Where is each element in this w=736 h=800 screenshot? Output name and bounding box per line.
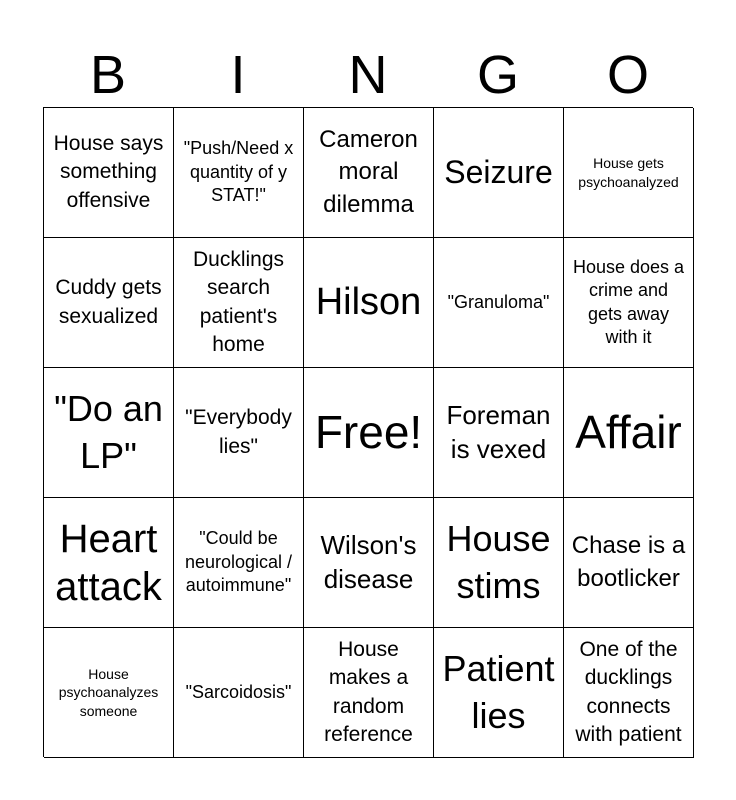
- cell-text: Affair: [575, 405, 682, 458]
- cell-text: "Could be neurological / autoimmune": [184, 528, 293, 596]
- bingo-cell[interactable]: [44, 628, 174, 758]
- cell-text: Free!: [314, 405, 423, 458]
- cell-text: House stims: [446, 518, 551, 606]
- cell-text: "Do an LP": [54, 388, 163, 476]
- header-letter-g: G: [476, 45, 519, 105]
- bingo-cell[interactable]: [174, 108, 304, 238]
- bingo-cell[interactable]: [434, 368, 564, 498]
- bingo-cell[interactable]: [174, 368, 304, 498]
- cell-text: House says something offensive: [53, 131, 164, 212]
- bingo-header: [43, 42, 693, 108]
- cell-text: Cameron moral dilemma: [319, 125, 418, 218]
- cell-text: House gets psychoanalyzed: [578, 155, 679, 190]
- bingo-cell[interactable]: [564, 368, 694, 498]
- cell-text: Patient lies: [442, 648, 555, 736]
- bingo-cell[interactable]: [564, 498, 694, 628]
- bingo-cell[interactable]: [304, 498, 434, 628]
- bingo-grid: [43, 107, 693, 757]
- cell-text: Seizure: [444, 154, 553, 191]
- cell-text: Heart attack: [55, 516, 162, 609]
- header-letter-i: I: [230, 45, 246, 105]
- bingo-cell free-space[interactable]: [304, 368, 434, 498]
- bingo-cell[interactable]: [174, 238, 304, 368]
- bingo-cell[interactable]: [434, 238, 564, 368]
- bingo-cell[interactable]: [44, 368, 174, 498]
- cell-text: House makes a random reference: [324, 637, 413, 746]
- bingo-cell[interactable]: [304, 108, 434, 238]
- cell-text: Hilson: [315, 280, 422, 323]
- bingo-cell[interactable]: [174, 628, 304, 758]
- bingo-cell[interactable]: [564, 238, 694, 368]
- bingo-cell[interactable]: [564, 628, 694, 758]
- cell-text: Foreman is vexed: [446, 399, 551, 464]
- bingo-cell[interactable]: [174, 498, 304, 628]
- cell-text: Wilson's disease: [320, 529, 417, 594]
- bingo-cell[interactable]: [44, 238, 174, 368]
- cell-text: "Granuloma": [447, 291, 550, 312]
- cell-text: House psychoanalyzes someone: [58, 666, 159, 719]
- cell-text: "Push/Need x quantity of y STAT!": [183, 138, 294, 206]
- bingo-cell[interactable]: [44, 108, 174, 238]
- cell-text: Cuddy gets sexualized: [55, 276, 162, 328]
- bingo-cell[interactable]: [304, 238, 434, 368]
- bingo-cell[interactable]: [434, 628, 564, 758]
- bingo-cell[interactable]: [304, 628, 434, 758]
- header-letter-n: N: [348, 45, 388, 105]
- header-letter-b: B: [89, 45, 127, 105]
- header-letter-o: O: [606, 45, 649, 105]
- bingo-cell[interactable]: [44, 498, 174, 628]
- bingo-cell[interactable]: [434, 108, 564, 238]
- bingo-cell[interactable]: [564, 108, 694, 238]
- cell-text: One of the ducklings connects with patient: [575, 637, 682, 746]
- cell-text: House does a crime and gets away with it: [572, 256, 685, 347]
- cell-text: Chase is a bootlicker: [571, 532, 686, 592]
- bingo-cell[interactable]: [434, 498, 564, 628]
- cell-text: Ducklings search patient's home: [192, 247, 285, 356]
- cell-text: "Sarcoidosis": [185, 681, 292, 702]
- cell-text: "Everybody lies": [185, 406, 292, 458]
